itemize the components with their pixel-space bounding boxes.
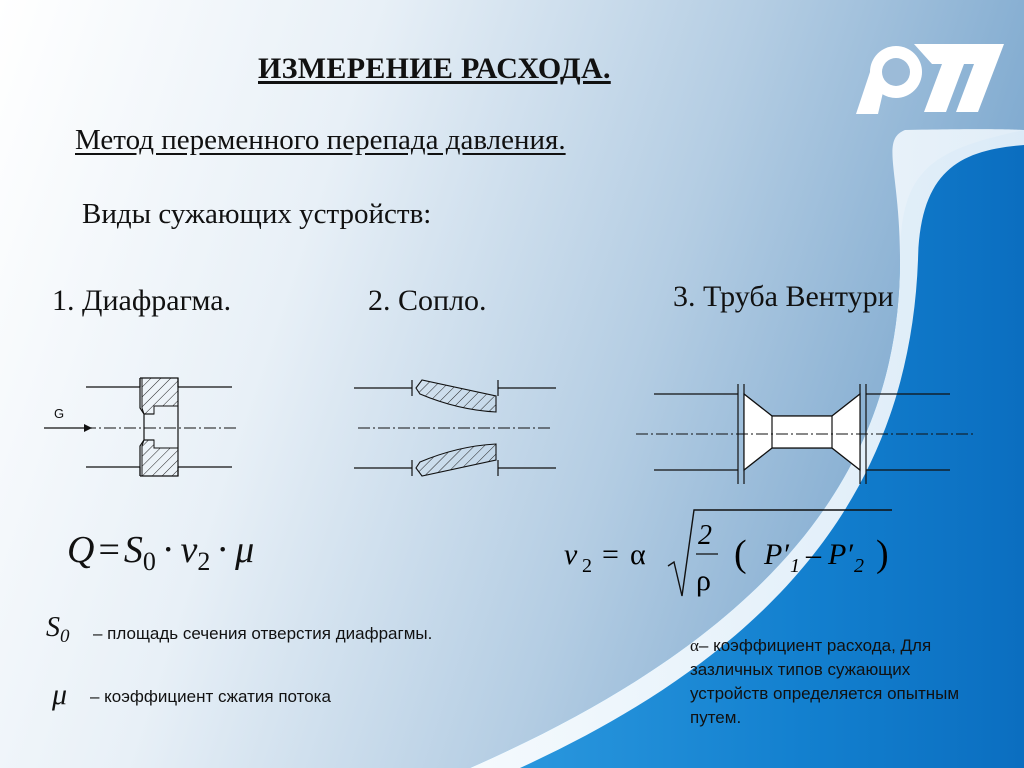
venturi-diagram [632, 380, 977, 490]
velocity-lparen: ( [734, 533, 747, 575]
velocity-formula [556, 504, 901, 604]
diaphragm-diagram [40, 370, 250, 490]
velocity-den: ρ [696, 564, 711, 597]
velocity-alpha: α [630, 538, 646, 571]
velocity-num: 2 [698, 520, 712, 551]
mu-description: – коэффициент сжатия потока [90, 687, 331, 706]
flow-formula: $Q = S_0 \cdot v_2 \cdot \mu$ [67, 529, 255, 576]
velocity-p1-sub: 1 [790, 555, 800, 577]
nozzle-diagram [348, 374, 563, 484]
alpha-description: α– коэффициент расхода, Для зазличных типов сужающих устройств определяется опытным путем. [690, 636, 960, 727]
item-nozzle-label: 2. Сопло. [368, 284, 487, 317]
mu-symbol: μ [52, 678, 68, 711]
velocity-rparen: ) [876, 533, 889, 575]
method-subtitle: Метод переменного перепада давления. [75, 124, 566, 156]
velocity-p2: P′ [828, 538, 853, 571]
logo-icon [856, 36, 1006, 116]
alpha-symbol: α [690, 636, 699, 655]
page-title: ИЗМЕРЕНИЕ РАСХОДА. [258, 52, 611, 85]
types-heading: Виды сужающих устройств: [82, 198, 432, 230]
s0-symbol: $S_0$ [46, 612, 70, 647]
velocity-p2-sub: 2 [854, 555, 864, 577]
velocity-minus: – [806, 538, 821, 571]
velocity-v-sub: 2 [582, 555, 592, 577]
item-venturi-label: 3. Труба Вентури [673, 280, 894, 313]
flow-label: G [54, 406, 65, 421]
velocity-eq: = [602, 538, 619, 571]
velocity-v: v [564, 538, 578, 571]
s0-description: – площадь сечения отверстия диафрагмы. [93, 624, 433, 643]
item-diaphragm-label: 1. Диафрагма. [52, 284, 232, 317]
velocity-p1: P′ [764, 538, 789, 571]
